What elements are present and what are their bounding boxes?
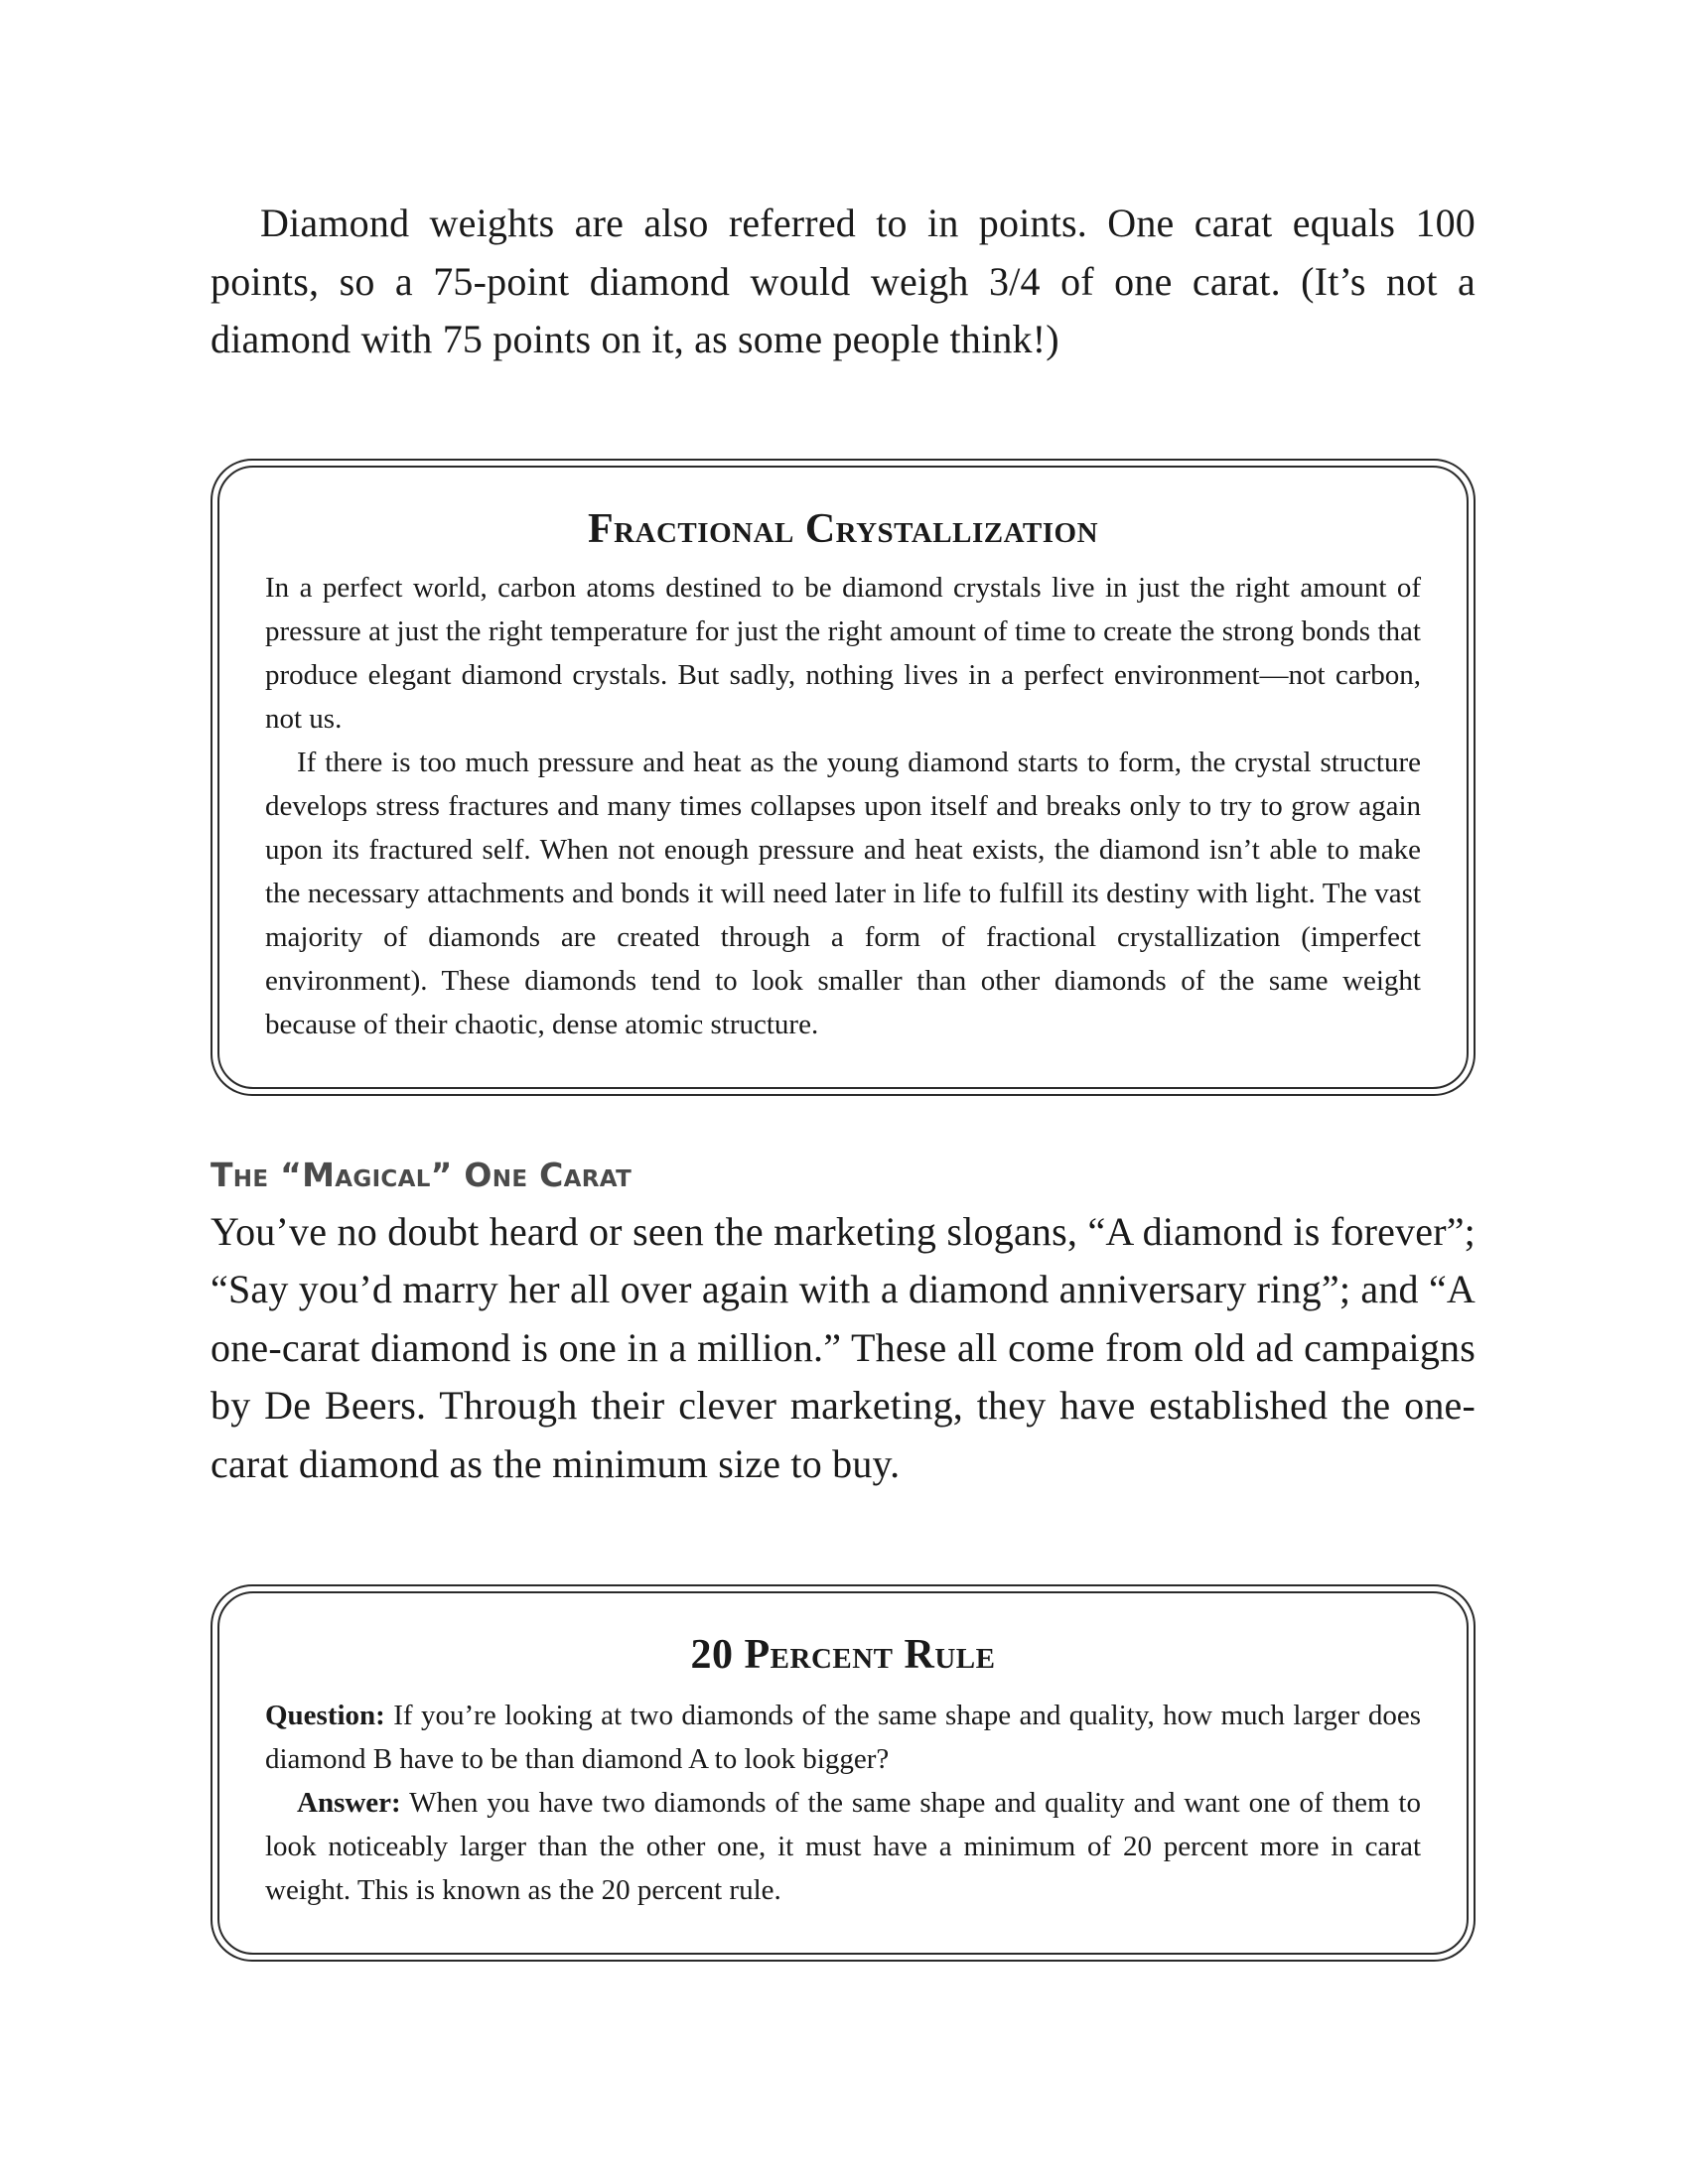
answer-text: When you have two diamonds of the same shape and quality and want one of them to look noticeably larger than the other one, it must have a minimum of 20 percent more in carat weight. This is known as the 20 percent rule. xyxy=(265,1787,1421,1906)
sidebar-title: 20 Percent Rule xyxy=(690,1632,996,1678)
answer-paragraph xyxy=(265,1781,1421,1912)
page-content xyxy=(211,195,1476,1962)
sidebar-paragraph-2: If there is too much pressure and heat as the young diamond starts to form, the crystal structure develops stress fractures and many times collapses upon itself and breaks only to try to grow again upon its fractured self. When not enough pressure and heat exists, the diamond isn’t able to make the necessary attachments and bonds it will need later in life to fulfill its destiny with light. The vast majority of diamonds are created through a form of fractional crystallization (imperfect environment). These diamonds tend to look smaller than other diamonds of the same weight because of their chaotic, dense atomic structure. xyxy=(265,746,1421,1040)
fractional-crystallization-sidebar xyxy=(211,459,1476,1096)
section-heading: The “Magical” One Carat xyxy=(211,1155,633,1194)
question-label: Question: xyxy=(265,1700,385,1731)
intro-paragraph: Diamond weights are also referred to in points. One carat equals 100 points, so a 75-point diamond would weigh 3/4 of one carat. (It’s not a diamond with 75 points on it, as some people think!) xyxy=(211,201,1476,361)
sidebar-title: Fractional Crystallization xyxy=(587,505,1099,552)
question-paragraph xyxy=(265,1694,1421,1781)
sidebar-paragraph-1: In a perfect world, carbon atoms destined to be diamond crystals live in just the right amount of pressure at just the right temperature for just the right amount of time to create the strong bonds that produce elegant diamond crystals. But sadly, nothing lives in a perfect environment—not carbon, not us. xyxy=(265,571,1421,735)
question-text: If you’re looking at two diamonds of the same shape and quality, how much larger does diamond B have to be than diamond A to look bigger? xyxy=(265,1700,1421,1775)
section-paragraph: You’ve no doubt heard or seen the marketing slogans, “A diamond is forever”; “Say you’d marry her all over again with a diamond anniversary ring”; and “A one-carat diamond is one in a million.” These all come from old ad campaigns by De Beers. Through their clever marketing, they have established the one-carat diamond as the minimum size to buy. xyxy=(211,1208,1476,1486)
sidebar-inner-frame xyxy=(217,466,1469,1089)
answer-label: Answer: xyxy=(297,1787,401,1819)
sidebar-inner-frame xyxy=(217,1591,1469,1955)
twenty-percent-rule-sidebar xyxy=(211,1584,1476,1962)
